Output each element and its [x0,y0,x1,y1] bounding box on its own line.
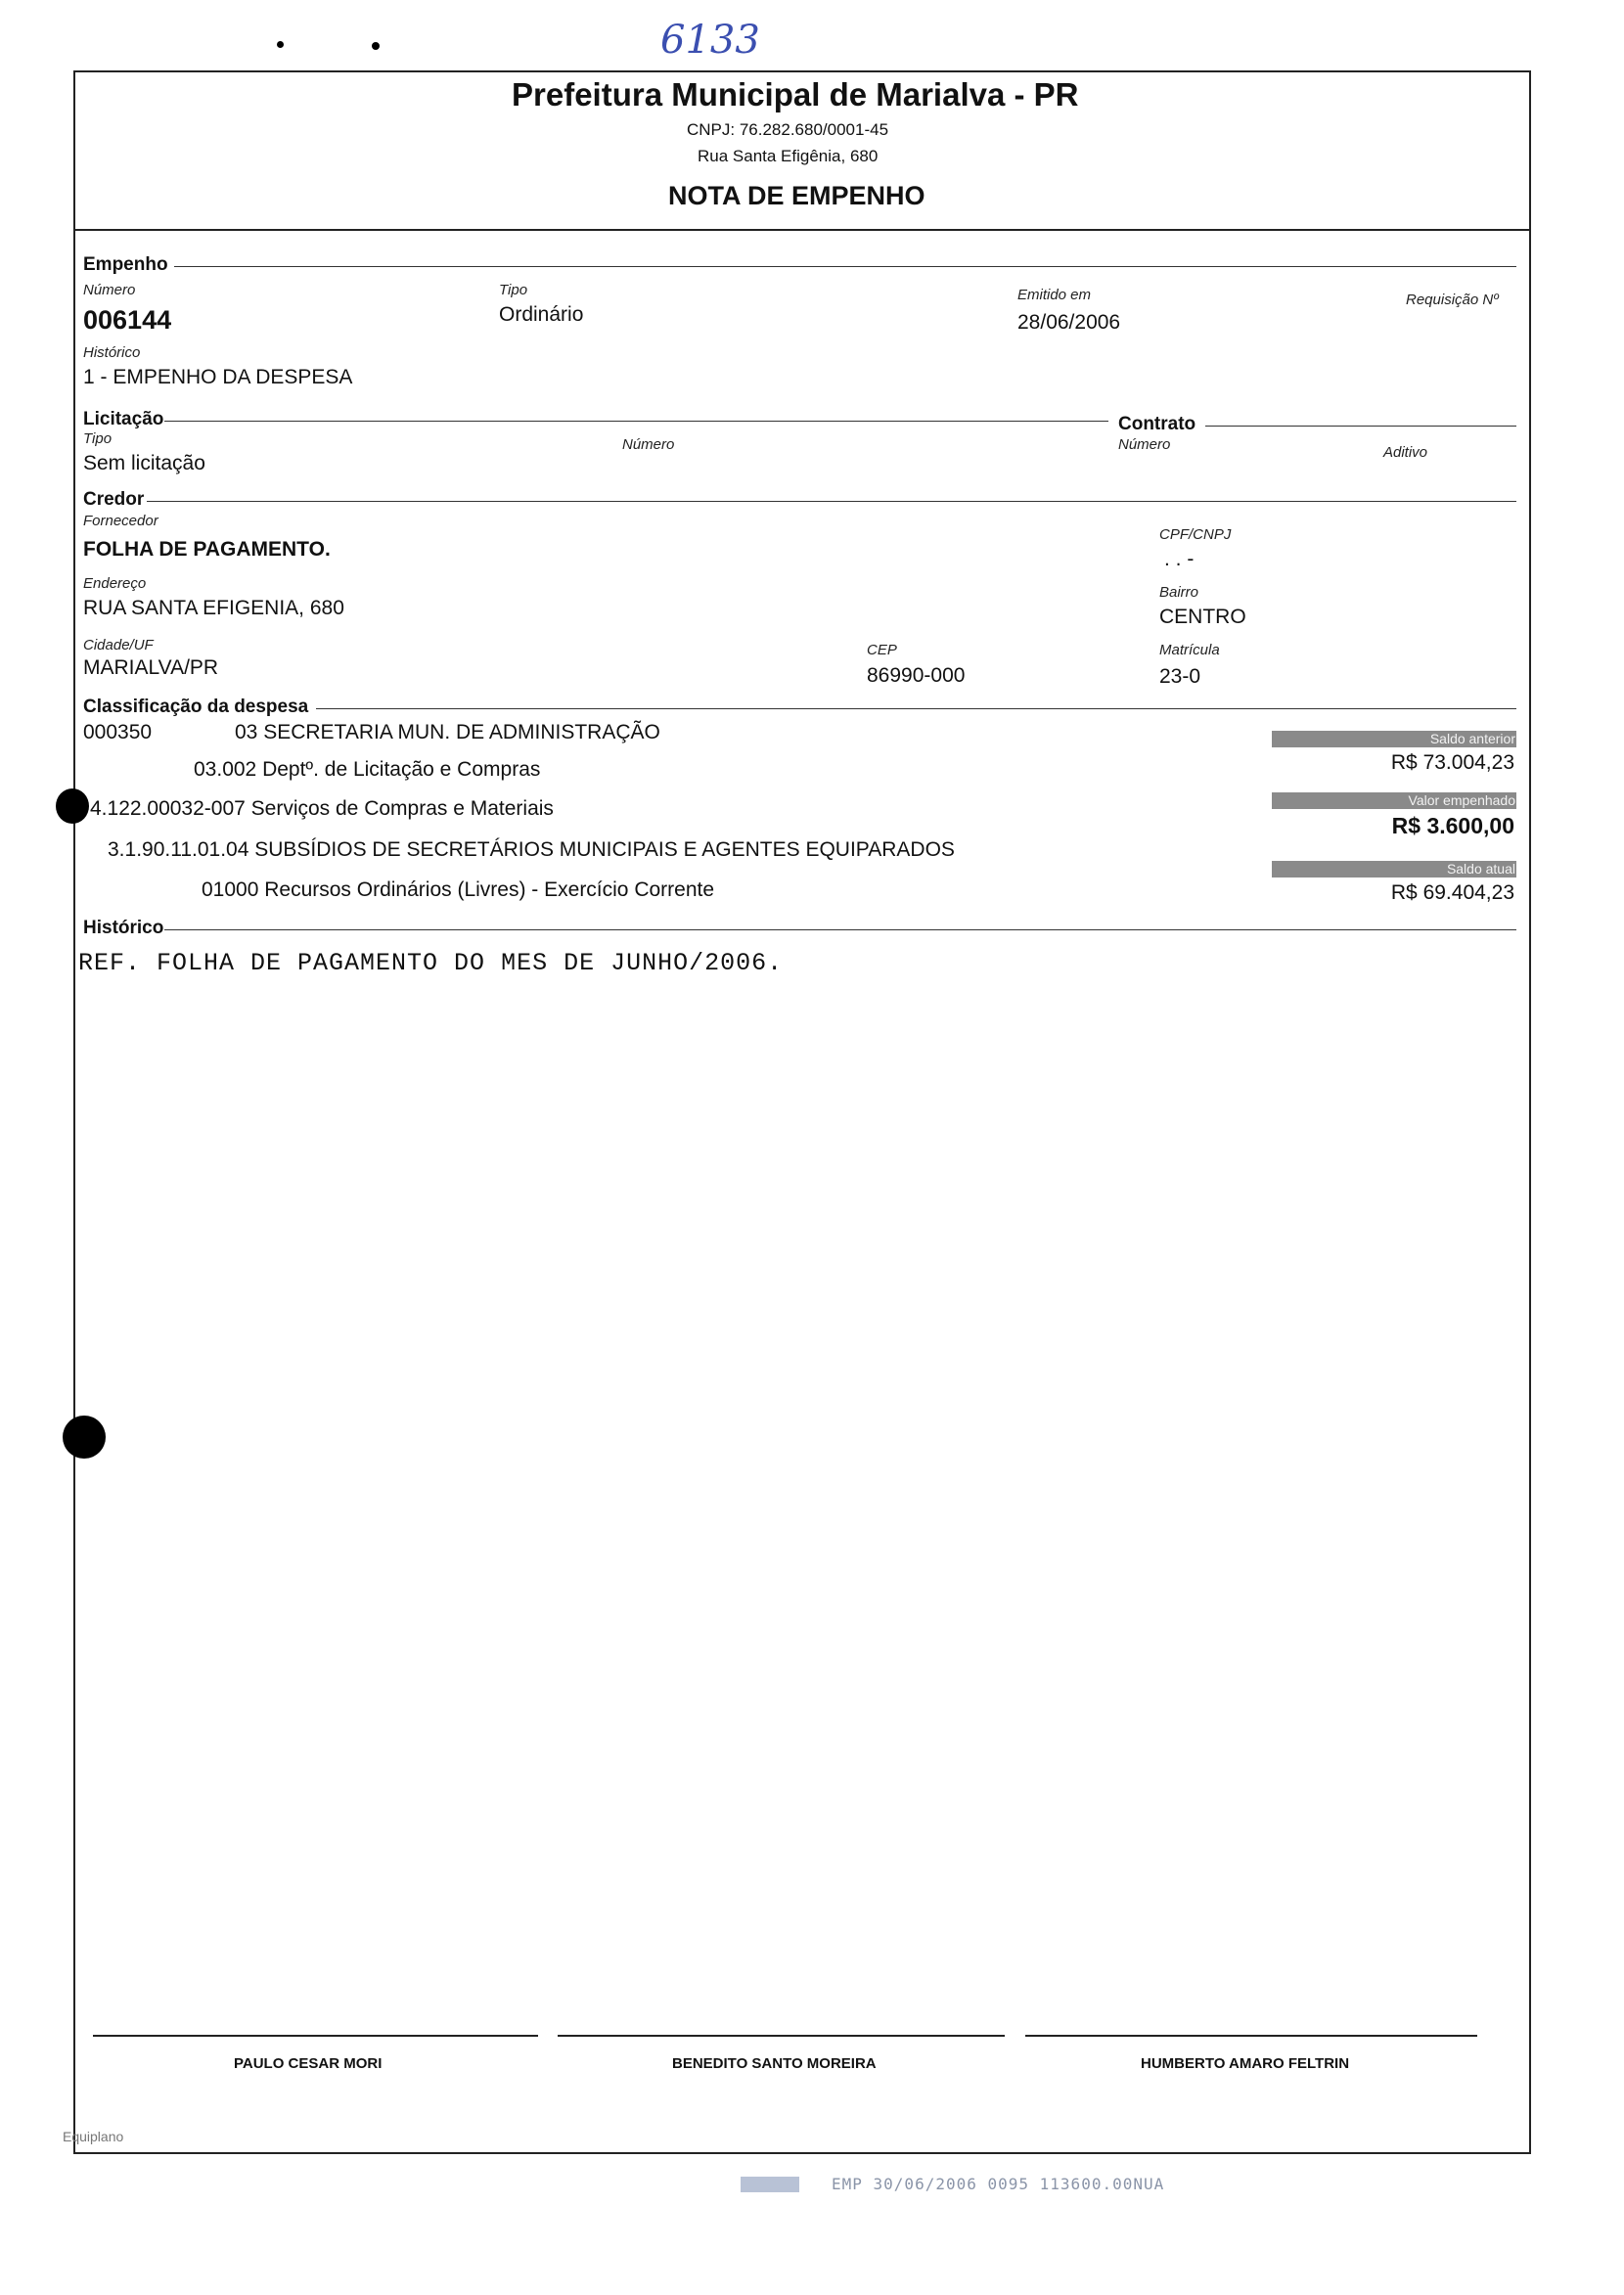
handwritten-page-number: 6133 [660,18,760,63]
signature-line [93,2035,538,2037]
credor-cidade: MARIALVA/PR [83,656,219,679]
saldo-anterior-bar [1272,731,1516,747]
saldo-atual-value: R$ 69.404,23 [1390,881,1514,904]
credor-cpf: . . - [1164,548,1195,570]
emitido-date: 28/06/2006 [1017,311,1121,334]
section-line [316,708,1516,709]
register-stamp: EMP 30/06/2006 0095 113600.00NUA [832,2175,1165,2193]
section-line [164,929,1516,930]
credor-bairro: CENTRO [1159,606,1246,628]
classificacao-unidade: 03.002 Deptº. de Licitação e Compras [194,758,541,781]
section-line [147,501,1516,502]
saldo-atual-label: Saldo atual [1446,861,1515,877]
fornecedor-label: Fornecedor [83,513,158,529]
doc-title: NOTA DE EMPENHO [668,181,925,210]
speck-mark [277,41,284,48]
signature-line [558,2035,1005,2037]
classificacao-orgao: 03 SECRETARIA MUN. DE ADMINISTRAÇÃO [235,721,660,743]
page-title: Prefeitura Municipal de Marialva - PR [512,76,1079,112]
licitacao-tipo-label: Tipo [83,430,113,447]
signature-line [1025,2035,1477,2037]
signature-name-3: HUMBERTO AMARO FELTRIN [1141,2055,1350,2072]
credor-cep: 86990-000 [867,664,966,687]
numero-label: Número [83,282,136,298]
licitacao-tipo: Sem licitação [83,452,205,474]
tipo-label: Tipo [499,282,528,298]
signature-name-2: BENEDITO SANTO MOREIRA [672,2055,877,2072]
valor-empenhado-bar [1272,792,1516,809]
cep-label: CEP [867,642,897,658]
section-line [164,421,1108,422]
signature-name-1: PAULO CESAR MORI [234,2055,383,2072]
saldo-anterior-value: R$ 73.004,23 [1390,751,1514,774]
section-line [174,266,1516,267]
section-contrato: Contrato [1118,414,1196,434]
contrato-numero-label: Número [1118,436,1171,453]
requisicao-label: Requisição Nº [1406,292,1499,308]
contrato-aditivo-label: Aditivo [1383,444,1428,461]
footer-brand: Equiplano [63,2129,124,2144]
section-credor: Credor [83,489,145,510]
binder-hole-mark [56,788,89,824]
matricula-label: Matrícula [1159,642,1220,658]
section-line [1205,426,1516,427]
cidade-label: Cidade/UF [83,637,154,653]
empenho-tipo: Ordinário [499,303,584,326]
saldo-atual-bar [1272,861,1516,878]
section-classificacao: Classificação da despesa [83,697,309,717]
licitacao-numero-label: Número [622,436,675,453]
binder-hole-mark [63,1416,106,1459]
address-text: Rua Santa Efigênia, 680 [698,147,879,165]
empenho-historico: 1 - EMPENHO DA DESPESA [83,366,353,388]
header-divider [74,229,1530,231]
section-historico: Histórico [83,918,164,938]
empenho-numero: 006144 [83,305,172,335]
emitido-label: Emitido em [1017,287,1092,303]
cnpj-text: CNPJ: 76.282.680/0001-45 [687,120,889,139]
section-licitacao: Licitação [83,409,164,429]
classificacao-recurso: 01000 Recursos Ordinários (Livres) - Exercício Corrente [202,878,715,901]
credor-endereco: RUA SANTA EFIGENIA, 680 [83,597,344,619]
valor-empenhado-value: R$ 3.600,00 [1391,813,1514,838]
stamp-logo [741,2177,799,2192]
cpf-label: CPF/CNPJ [1159,526,1232,543]
classificacao-elemento: 3.1.90.11.01.04 SUBSÍDIOS DE SECRETÁRIOS MUNICIPAIS E AGENTES EQUIPARADOS [108,838,955,861]
historico-label: Histórico [83,344,141,361]
saldo-anterior-label: Saldo anterior [1429,731,1515,746]
historico-text: REF. FOLHA DE PAGAMENTO DO MES DE JUNHO/2006. [78,949,784,977]
section-empenho: Empenho [83,254,168,275]
classificacao-code: 000350 [83,721,153,743]
credor-fornecedor: FOLHA DE PAGAMENTO. [83,538,331,561]
valor-empenhado-label: Valor empenhado [1408,792,1515,808]
endereco-label: Endereço [83,575,147,592]
bairro-label: Bairro [1159,584,1199,601]
speck-mark [372,42,380,50]
classificacao-funcional: 4.122.00032-007 Serviços de Compras e Materiais [90,797,554,820]
credor-matricula: 23-0 [1159,665,1201,688]
